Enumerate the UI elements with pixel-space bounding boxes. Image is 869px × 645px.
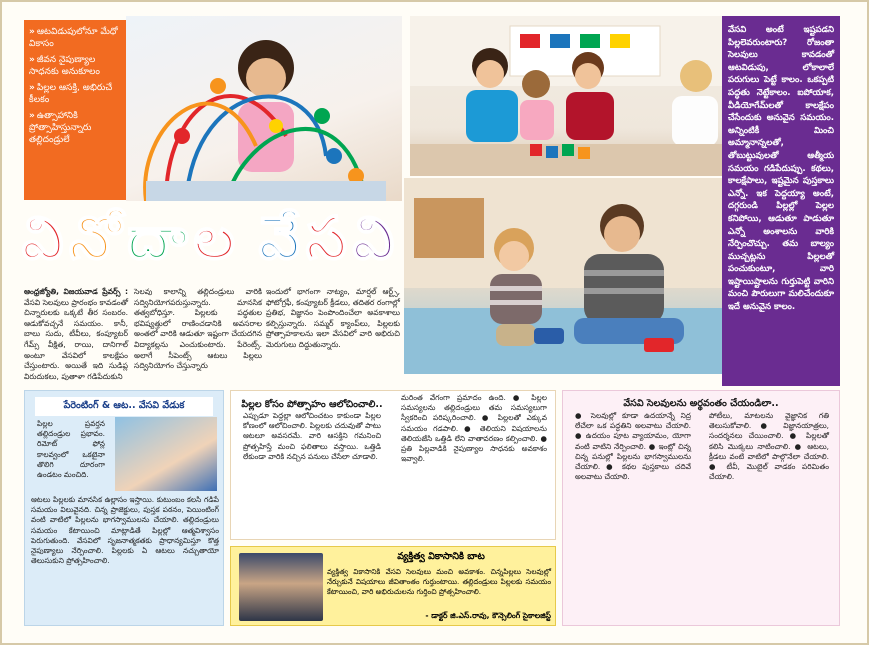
headline-letter: ల xyxy=(193,204,241,272)
girl-toy-illustration xyxy=(126,16,402,201)
summer-tips-col-b: పోటీలు, మాటలను వైజ్ఞానిక గతి తెలుసుకోవాలి. ● విజ్ఞానయాత్రలు, సందర్శనలు చేయించాలి. ● పిల్లలతో కలిసి మొక్కలు నాటించాలి. ● ఆటలు, క్రీడలు వంటి వాటిలో పాల్గొనేలా చేయాలి. ● టీవీ, మొబైల్ వాడకం పరిమితం చేయాలి. xyxy=(709,411,829,482)
quote-author: - డాక్టర్ జి.ఎస్.రావు, కౌన్సెలింగ్ సైకాలజిస్ట్ xyxy=(425,611,551,620)
summer-tips-box xyxy=(562,390,840,626)
article-text: సెలవు కాలాన్ని తల్లిదండ్రులు వారికి సద్వినియోగపరుస్తున్నారు. మానసిక తత్వబోధిస్తూ. పిల్లలకు పద్ధతుల భవిష్యత్తులో రాణించడానికి అవసరాల అంతలో వారికి ఆడుతూ ఇష్టంగా చేయదగిన విద్యాకల్లను ఎంచుకుంటారు. పేరెంట్స్. అలాగే సీపెంట్స్ ఆటలు పిల్లలు సద్వినియోగం చేస్తున్నారు xyxy=(134,287,262,371)
article-column-3 xyxy=(266,287,400,385)
summer-tips-title: వేసవి సెలవులను అర్థవంతం చేయండిలా.. xyxy=(623,398,779,409)
article-column-2 xyxy=(134,287,262,385)
parenting-box-title: పేరెంటింగ్ & ఆట.. వేసవి వేడుక xyxy=(35,397,213,416)
kids-painting-photo xyxy=(115,417,217,491)
headline-letter: వి xyxy=(352,204,401,272)
intro-sidebar xyxy=(722,16,840,386)
think-box-text-a xyxy=(237,399,387,462)
girl-toy-photo xyxy=(126,16,402,201)
article-text: ఇందులో భాగంగా నాట్యం, మార్షల్ ఆర్ట్స్, ఫోటోగ్రఫీ, కంప్యూటర్ క్రీడలు, తదితర రంగాల్లో ప్రతిభ, విజ్ఞానం పెంపొందించేలా అవకాశాలు కల్పిస్తున్నారు. సమ్మర్ క్యాంప్‌లు, పిల్లలకు ప్రోత్సాహకాలను ఇలా వేసవిలో వారి అభిరుచి మెరుగులు దిద్దుతున్నారు. xyxy=(266,287,400,349)
highlight-item: » ఆటవిడుపులోనూ మేధో వికాసం xyxy=(29,26,121,50)
highlight-item: » పిల్లల ఆసక్తి, అభిరుచే కీలకం xyxy=(29,82,121,106)
article-column-1 xyxy=(24,287,128,385)
father-son-photo xyxy=(404,178,722,374)
quote-text: వ్యక్తిత్వ వికాసానికి వేసవి సెలవులు మంచి అవకాశం. చిన్నపిల్లలు సెలవుల్లో నేర్చుకునే విషయాలు జీవితాంతం గుర్తుంటాయి. తల్లిదండ్రులు పిల్లలకు సమయం కేటాయించి, వారి అభిరుచులను గుర్తించి ప్రోత్సహించాలి. xyxy=(327,567,551,596)
headline-letter: స xyxy=(306,204,353,272)
think-box-col-b: మరింత వేగంగా ప్రమాదం ఉంది. ● పిల్లల సమస్యలను తల్లిదండ్రులు తమ సమస్యలుగా స్వీకరించి పరిష్కరించాలి. ● పిల్లలతో ఎక్కువ సమయం గడపాలి. ● తెలియని విషయాలను తెలియజేసి ఒత్తిడి లేని వాతావరణం కల్పించాలి. ● ప్రతి పిల్లవాడికి నైపుణ్యాల సాధనకు అవకాశం ఇవ్వాలి. xyxy=(401,393,547,464)
highlight-item: » జీవన నైపుణ్యాల సాధనకు అనుకూలం xyxy=(29,54,121,78)
parenting-text: ఆటలు పిల్లలకు మానసిక ఉల్లాసం ఇస్తాయి. కుటుంబం కలసి గడిపే సమయం విలువైనది. చిన్న ప్రాజెక్టులు, పుస్తక పఠనం, పెయింటింగ్ వంటి వాటిలో పిల్లలను భాగస్వాములను చేయాలి. తల్లిదండ్రులు సమయం కేటాయించి మాట్లాడితే పిల్లల్లో ఆత్మవిశ్వాసం పెరుగుతుంది. వేసవిలో సృజనాత్మకతకు ప్రాధాన్యమిస్తూ కొత్త నైపుణ్యాలు నేర్పించాలి. పిల్లలకు ఏ ఆటలు నచ్చుతాయో తెలుసుకుని ప్రోత్సహించాలి. xyxy=(31,495,219,566)
headline-letter: వే xyxy=(258,204,307,272)
headline-letter: నో xyxy=(69,204,128,272)
parenting-box xyxy=(24,390,224,626)
think-box-title: పిల్లల కోసం పోత్సాహం ఆలోచించాలి.. xyxy=(241,399,383,410)
headline-letter: దా xyxy=(127,204,194,272)
headline-letter: వి xyxy=(22,204,70,272)
highlights-box xyxy=(24,20,126,200)
expert-quote-box xyxy=(230,546,556,626)
intro-text: వేసవి అంటే ఇష్టపడని పిల్లలెవరుంటారు? రోజంతా సెలవులు కావడంతో ఆటవిడుపు, లోకాలాలే పరుగులు పెట్టే కాలం. ఒకప్పటి పద్ధతు నెట్టేకాలం. ఐపోయాక, వీడియోగేమ్‌లతో కాలక్షేపం చేసేందుకు అనువైన సమయం. అన్నింటికీ మించి అమ్మానాన్నలతో, తోబుట్టువులతో ఆత్మీయ సమయం గడిపేదుప్పు. కథలు, కాలక్షేపాలు, ఇష్టమైన పుస్తకాలు ఎన్నో. ఇక పెద్దయ్యా అంటే, దగ్గరుండి పిల్లల్లో పెల్లల కనిపోయి, ఆడుతూ పాడుతూ ఎన్నో అంశాలను వారికి నేర్పించొచ్చు. తమ బాల్యం ముచ్చట్లను పిల్లలతో పంచుకుంటూ, వారి ఇష్టాయిష్టాలను గుర్తుపెట్టి వారిని మంచి పౌరులుగా మలిచేందుకూ ఇదే అనువైన కాలం. xyxy=(728,25,834,313)
parenting-lead: పిల్లల ప్రవర్తన తల్లిదండ్రుల ప్రభావం. రిమోట్ ఫోన్ల కాలవ్వంలో ఒకటైనా తొలిగి దూరంగా ఉండటం మంచిది. xyxy=(37,419,105,480)
think-for-kids-box xyxy=(230,390,556,540)
quote-title: వ్యక్తిత్వ వికాసానికి బాట xyxy=(397,551,485,562)
article-text: వేసవి సెలవులు ప్రారంభం కావడంతో చిన్నారులకు ఒక్కటే తీర సంబరం. ఆడుకోవచ్చనే సమయం. కానీ, బాలు సుదు, టీవీలు, కంప్యూటర్ గేమ్స్ వీక్షిత, రాయి, దానిగాల్ అంటూ వేసవిలో కాలక్షేపం చేస్తుంటారు. అయితే ఇది సుడిప్ల విరుదుకలు, పుతాళా గడిపేదుకుని xyxy=(24,297,128,381)
think-box-col-a: ఎప్పుడూ పెద్దల్లా ఆలోచించటం కాకుండా పిల్లల కోణంలో ఆలోచించాలి. పిల్లలకు చదువుతో పాటు ఆటలూ అవసరమే. వారి ఆసక్తిని గమనించి ప్రోత్సహిస్తే మంచి ఫలితాలు వస్తాయి. ఒత్తిడి లేకుండా వారికి నచ్చిన పనులు చేసేలా చూడాలి. xyxy=(243,411,381,461)
father-son-illustration xyxy=(404,178,722,374)
highlight-item: » ఉత్సాహానికి ప్రోత్సాహిస్తున్నారు తల్లిదండ్రులే xyxy=(29,110,121,146)
kids-blocks-photo xyxy=(410,16,722,176)
summer-tips-col-a: ● సెలవుల్లో కూడా ఉదయాన్నే నిద్ర లేచేలా ఒక పద్ధతిని అలవాటు చేయాలి. ● ఉదయం పూట వ్యాయామం, యోగా వంటి వాటిని నేర్పించాలి. ● ఇంట్లో చిన్న చిన్న పనుల్లో పిల్లలను భాగస్వాములను చేయాలి. ● కథల పుస్తకాలు చదివే అలవాటు చేయాలి. xyxy=(575,411,691,482)
headline xyxy=(22,198,412,278)
kids-blocks-illustration xyxy=(410,16,722,176)
byline: ఆంధ్రజ్యోతి, విజయవాడ ప్రేవర్స్ : xyxy=(24,287,128,296)
expert-portrait xyxy=(239,553,323,621)
